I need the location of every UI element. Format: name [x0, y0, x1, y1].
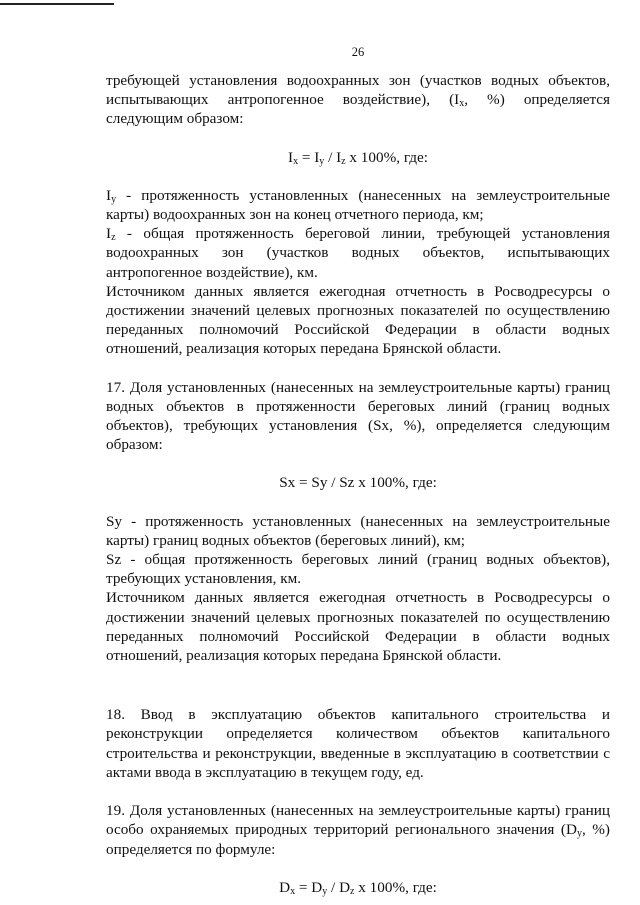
subscript: y [111, 193, 117, 205]
definition-iy: $I_y$ - протяженность установленных (нанесенных на землеустроительные карты) водоохранных зон на конец отчетного периода, км; [106, 186, 610, 224]
definition-sz: Sz - общая протяженность береговых линий (границ водных объектов), требующих установления, км. [106, 551, 610, 588]
item-17-paragraph: 17. Доля установленных (нанесенных на землеустроительные карты) границ водных объектов в протяженности береговых линий (границ водных объектов), требующих установления (Sx, %), определяется следующим образом: [106, 378, 610, 454]
formula-dx: $D_x = D_y / D_z$ x 100%, где: [279, 878, 437, 897]
subscript: z [111, 232, 116, 244]
subscript: y [322, 885, 328, 897]
subscript: y [576, 828, 582, 840]
page-number: 26 [351, 45, 365, 59]
definition-iz: $I_z$ - общая протяженность береговой линии, требующей установления водоохранных зон (участков водных объектов, испытывающих антропогенное воздействие), км. [106, 225, 610, 281]
document-page [106, 44, 610, 897]
item-19-paragraph: 19. Доля установленных (нанесенных на землеустроительные карты) границ особо охраняемых природных территорий регионального значения ($D_y$, %) определяется по формуле: [106, 802, 610, 858]
top-rule [0, 3, 114, 5]
subscript: x [459, 98, 465, 110]
formula-ix: $I_x = I_y / I_z$ x 100%, где: [288, 148, 428, 167]
subscript: z [350, 885, 355, 897]
subscript: z [341, 155, 346, 167]
definition-sy: Sy - протяженность установленных (нанесенных на землеустроительные карты) границ водных объектов (береговых линий), км; [106, 512, 610, 549]
paragraph-water-zones-intro: требующей установления водоохранных зон (участков водных объектов, испытывающих антропогенное воздействие), ($I_x$, %) определяется следующим образом: [106, 72, 611, 128]
data-source-paragraph-1: Источником данных является ежегодная отчетность в Росводресурсы о достижении значений целевых прогнозных показателей по осуществлению переданных полномочий Российской Федерации в области водных отношений, реализация которых передана Брянской области. [106, 282, 610, 358]
subscript: x [290, 885, 296, 897]
subscript: x [293, 155, 299, 167]
formula-sx: Sx = Sy / Sz x 100%, где: [279, 474, 437, 492]
data-source-paragraph-2: Источником данных является ежегодная отчетность в Росводресурсы о достижении значений целевых прогнозных показателей по осуществлению переданных полномочий Российской Федерации в области водных отношений, реализация которых передана Брянской области. [106, 589, 610, 665]
item-18-paragraph: 18. Ввод в эксплуатацию объектов капитального строительства и реконструкции определяется количеством объектов капитального строительства и реконструкции, введенные в эксплуатацию в соответствии с актами ввода в эксплуатацию в текущем году, ед. [106, 706, 610, 781]
subscript: y [319, 155, 325, 167]
